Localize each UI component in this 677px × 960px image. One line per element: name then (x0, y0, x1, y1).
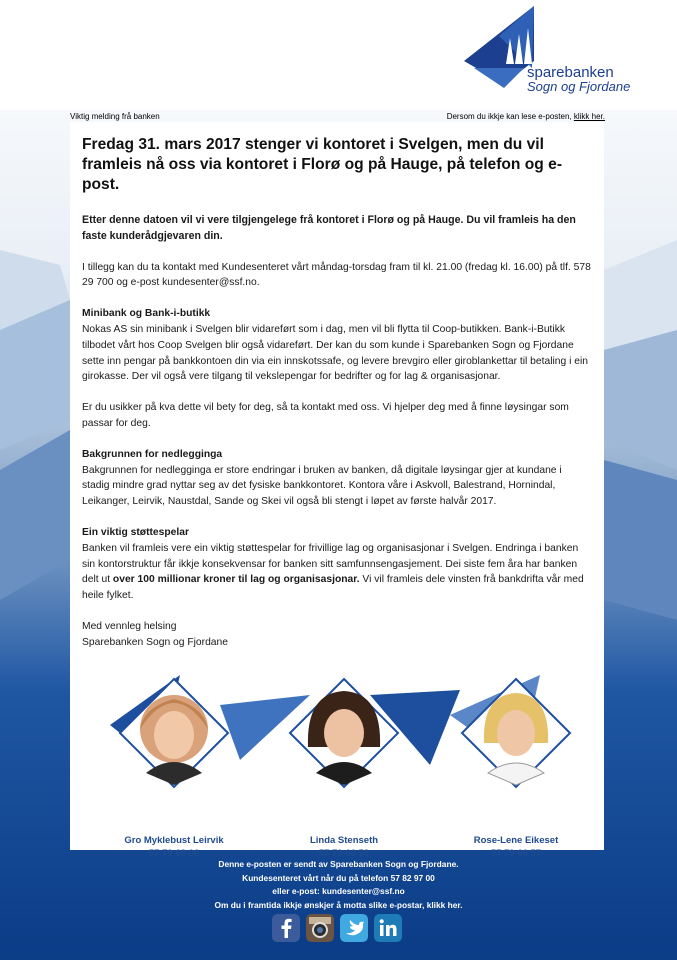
bank-name (527, 66, 630, 94)
footer (0, 858, 677, 912)
instagram-icon[interactable] (306, 914, 334, 942)
section-text-bold: over 100 millionar kroner til lag og organisasjonar. (112, 574, 360, 586)
preheader-right-text: Dersom du ikkje kan lese e-posten, (446, 112, 572, 121)
bank-name-line2: Sogn og Fjordane (527, 79, 631, 94)
footer-line: Denne e-posten er sendt av Sparebanken Sogn og Fjordane. (218, 859, 459, 869)
closing: Med vennleg helsing (82, 620, 177, 632)
section-support (82, 525, 592, 604)
footer-line: Kundesenteret vårt når du på telefon 57 82 97 00 (242, 872, 435, 883)
bank-name-line1: sparebanken (527, 64, 614, 81)
contact-photo (118, 677, 230, 789)
unsure-paragraph: Er du usikker på kva dette vil bety for deg, så ta kontakt med oss. Vi hjelper deg med å finne løysingar som passar for deg. (82, 402, 569, 429)
contact-name: Gro Myklebust Leirvik (124, 835, 224, 846)
section-background (82, 447, 592, 510)
view-online-link[interactable]: klikk her. (573, 112, 605, 121)
headline: Fredag 31. mars 2017 stenger vi kontoret i Svelgen, men du vil framleis nå oss via kontoret i Florø og på Hauge, på telefon og e-post. (82, 136, 563, 193)
preheader-label: Viktig melding frå banken (70, 112, 160, 121)
signature: Sparebanken Sogn og Fjordane (82, 636, 228, 648)
section-minibank (82, 306, 592, 385)
contact-phone[interactable]: 57 79 66 57 (490, 848, 542, 859)
linkedin-icon[interactable] (374, 914, 402, 942)
contact-photo (288, 677, 400, 789)
preheader-view-online (447, 112, 605, 121)
contact-photo (460, 677, 572, 789)
unsubscribe-link[interactable]: Om du i framtida ikkje ønskjer å motta slike e-postar, klikk her. (214, 899, 463, 910)
twitter-icon[interactable] (340, 914, 368, 942)
section-text: Banken vil framleis vere ein viktig støttespelar for frivillige lag og organisasjonar i Svelgen. Endringa i banken sin kontorstruktur får ikkje konsekvensar for banken sitt samfunnsengasjement. Dei siste fem åra har banken delt ut (82, 542, 579, 586)
contact-name: Rose-Lene Eikeset (473, 835, 559, 846)
intro-paragraph: Etter denne datoen vil vi vere tilgjengelege frå kontoret i Florø og på Hauge. Du vil framleis ha den faste kunderådgjevaren din. (82, 214, 576, 242)
article-body (82, 135, 592, 666)
section-title: Bakgrunnen for nedlegginga (82, 448, 223, 460)
signoff (82, 619, 592, 651)
facebook-icon[interactable] (272, 914, 300, 942)
section-text: Bakgrunnen for nedlegginga er store endringar i bruken av banken, då digitale løysingar gjer at kundane i stadig mindre grad nyttar seg av det fysiske bankkontoret. Kontora våre i Askvoll, Balestrand, Hornindal, Leikanger, Leirvik, Naustdal, Sande og Skei vil også bli stengt i løpet av første halvår 2017. (82, 464, 562, 508)
section-text: Nokas AS sin minibank i Svelgen blir vidareført som i dag, men vil bli flytta til Coop-butikken. Bank-i-Butikk tilbodet vårt hos Coop Svelgen blir også vidareført. Der kan du som kunde i Sparebanken Sogn og Fjordane sette inn pengar på bankkontoen din via ein innskotssafe, og levere brevgiro eller giroblankettar til betaling i ein girokasse. Der vil også vere tilgang til vekslepengar for bedrifter og for lag & organisasjonar. (82, 323, 589, 383)
social-links (272, 914, 404, 946)
footer-line: eller e-post: kundesenter@ssf.no (272, 886, 405, 896)
contact-name: Linda Stenseth (309, 835, 379, 846)
contact-phone[interactable]: 57 79 68 06 (148, 848, 200, 859)
section-text: Vi vil framleis dele vinsten frå bankdrifta vår med heile fylket. (82, 574, 584, 602)
contact-people (70, 655, 604, 859)
section-title: Ein viktig støttespelar (82, 526, 190, 538)
contact-phone[interactable]: 57 79 66 53 (318, 848, 370, 859)
contact-paragraph: I tillegg kan du ta kontakt med Kundesenteret vårt måndag-torsdag fram til kl. 21.00 (fredag kl. 16.00) på tlf. 578 29 700 og e-post kundesenter@ssf.no. (82, 261, 591, 289)
section-title: Minibank og Bank-i-butikk (82, 308, 211, 320)
